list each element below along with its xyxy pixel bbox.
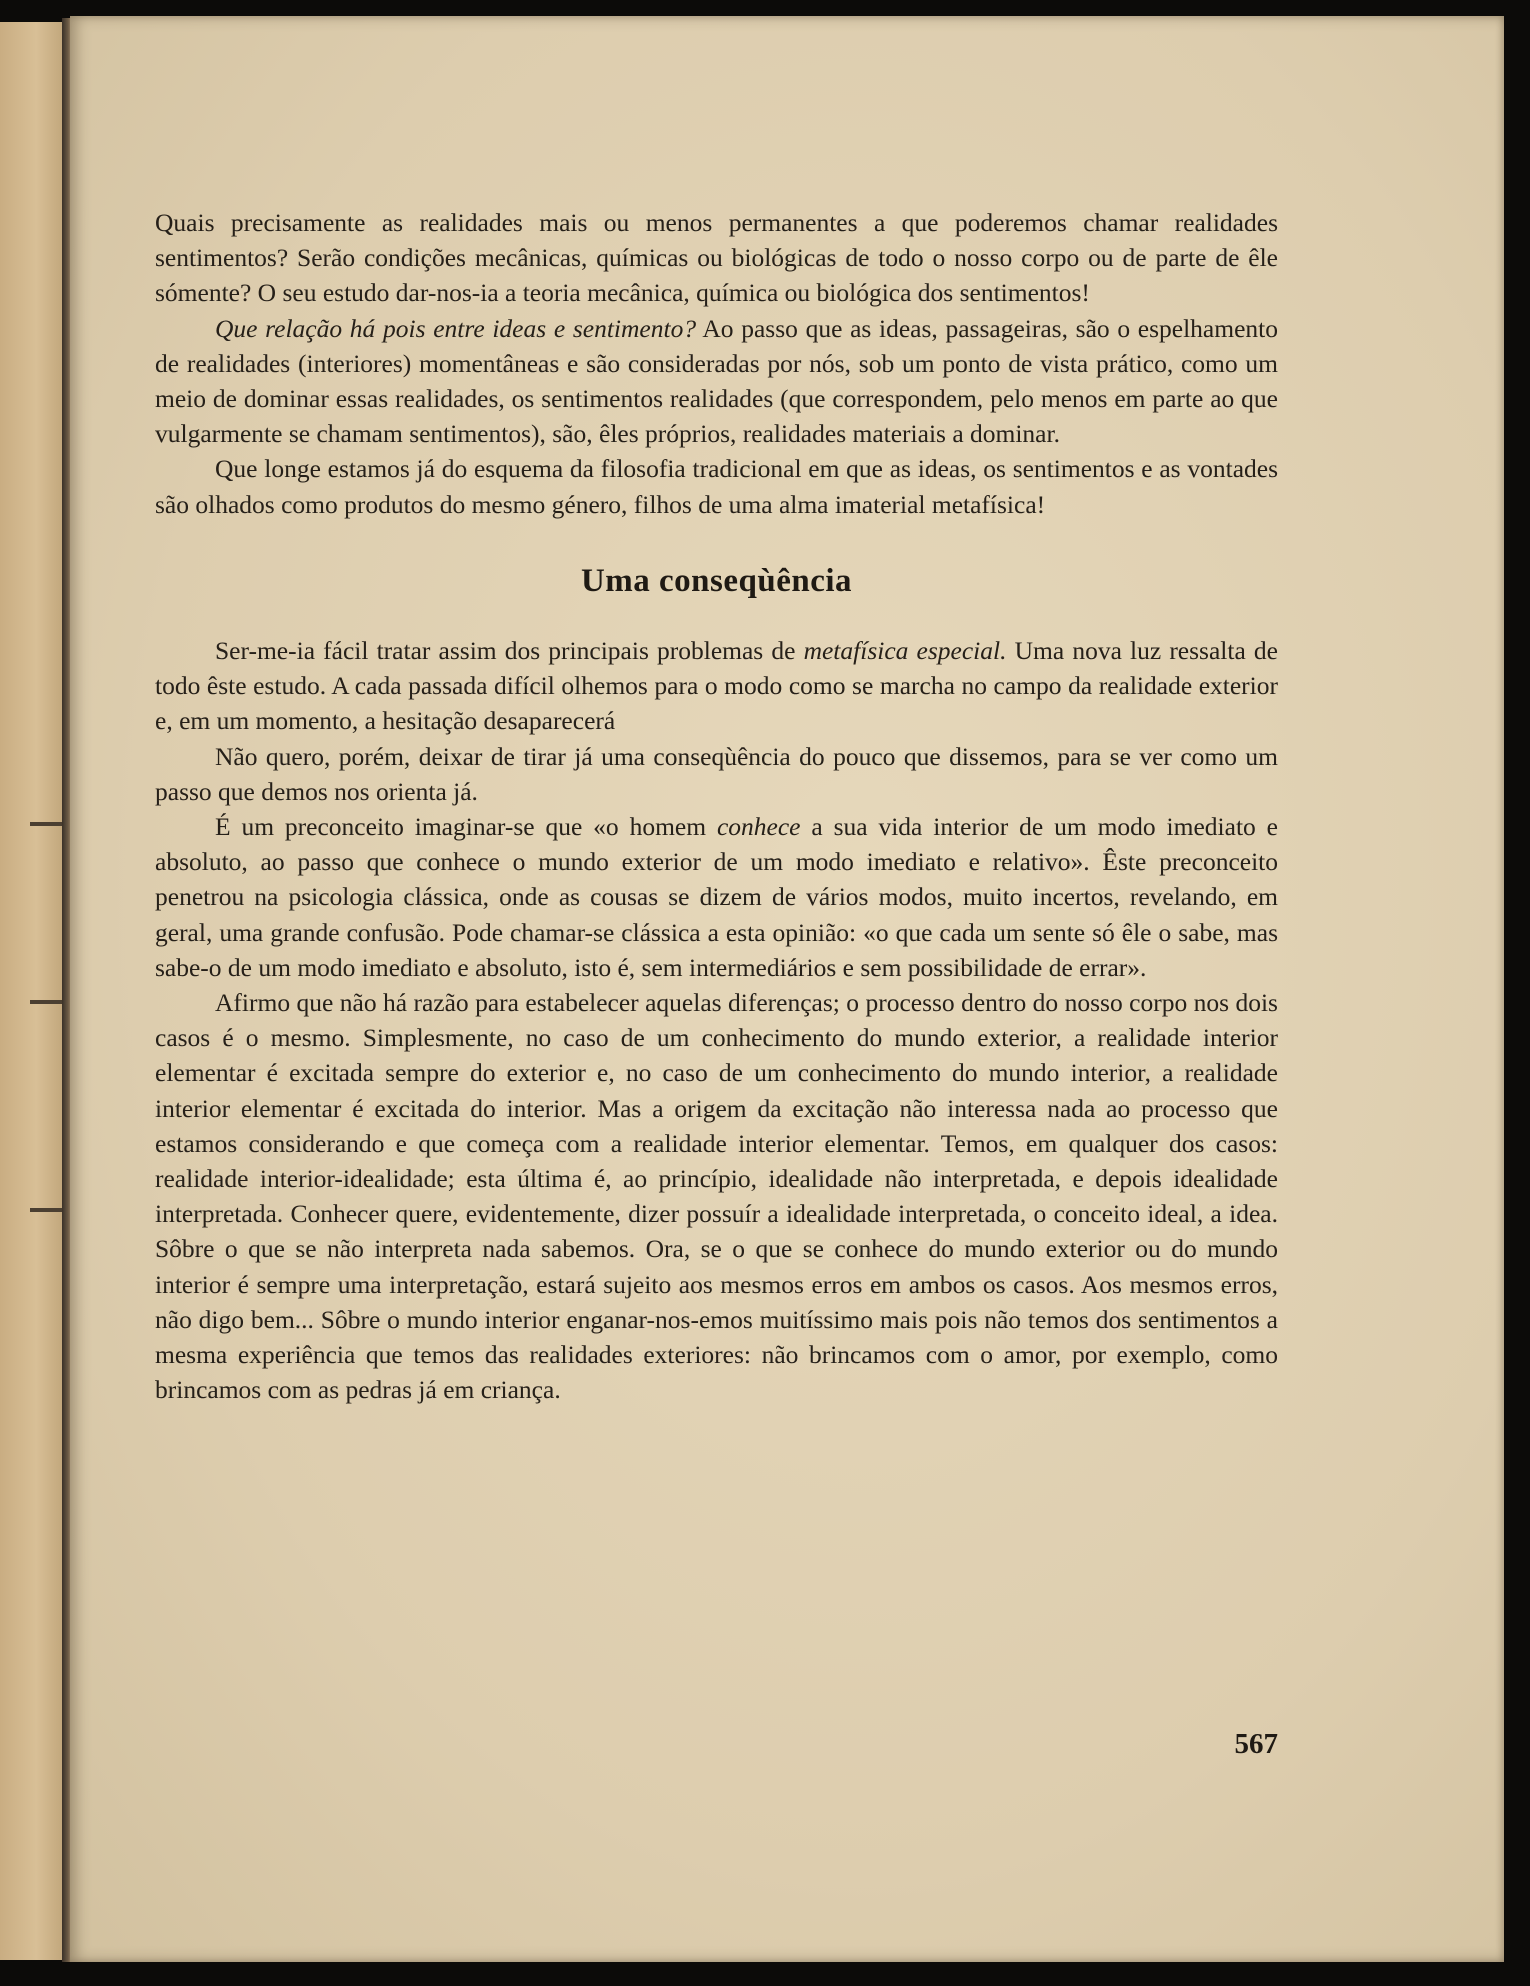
paragraph-2 bbox=[155, 311, 1278, 452]
paragraph-6-italic: conhece bbox=[716, 812, 801, 842]
paragraph-1: Quais precisamente as realidades mais ou menos permanentes a que poderemos chamar realidades sentimentos? Serão condições mecânicas, químicas ou biológicas de todo o nosso corpo ou de parte de êle sómente? O seu estudo dar-nos-ia a teoria mecânica, química ou biológica dos sentimentos! bbox=[155, 208, 1278, 308]
paragraph-4-italic: metafísica especial. bbox=[803, 636, 1007, 666]
paragraph-4-before: Ser-me-ia fácil tratar assim dos principais problemas de bbox=[215, 636, 804, 666]
paragraph-2-body: Ao passo que as ideas, passageiras, são o espelhamento de realidades (interiores) momentâneas e são consideradas por nós, sob um ponto de vista prático, como um meio de dominar essas realidades, os sentimentos realidades (que correspondem, pelo menos em parte ao que vulgarmente se chamam sentimentos), são, êles próprios, realidades materiais a dominar. bbox=[155, 313, 1278, 449]
paragraph-6-after: a sua vida interior de um modo imediato e absoluto, ao passo que conhece o mundo exterior de um modo imediato e relativo». Êste preconceito penetrou na psicologia clássica, onde as cousas se dizem de vários modos, muito incertos, revelando, em geral, uma grande confusão. Pode chamar-se clássica a esta opinião: «o que cada um sente só êle o sabe, mas sabe-o de um modo imediato e absoluto, isto é, sem intermediários e sem possibilidade de errar». bbox=[155, 812, 1278, 982]
page-number: 567 bbox=[1234, 1728, 1278, 1760]
paragraph-7: Afirmo que não há razão para estabelecer aquelas diferenças; o processo dentro do nosso corpo nos dois casos é o mesmo. Simplesmente, no caso de um conhecimento do mundo exterior, a realidade interior elementar é excitada sempre do exterior e, no caso de um conhecimento do mundo interior, a realidade interior elementar é excitada do interior. Mas a origem da excitação não interessa nada ao processo que estamos considerando e que começa com a realidade interior elementar. Temos, em qualquer dos casos: realidade interior-idealidade; esta última é, ao princípio, idealidade não interpretada, e depois idealidade interpretada. Conhecer quere, evidentemente, dizer possuír a idealidade interpretada, o conceito ideal, a idea. Sôbre o que se não interpreta nada sabemos. Ora, se o que se conhece do mundo exterior ou do mundo interior é sempre uma interpretação, estará sujeito aos mesmos erros em ambos os casos. Aos mesmos erros, não digo bem... Sôbre o mundo interior enganar-nos-emos muitíssimo mais pois não temos dos sentimentos a mesma experiência que temos das realidades exteriores: não brincamos com o amor, por exemplo, como brincamos com as pedras já em criança. bbox=[155, 988, 1278, 1405]
paragraph-6 bbox=[155, 809, 1278, 985]
paragraph-2-italic: Que relação há pois entre ideas e sentimento? bbox=[215, 313, 697, 343]
paragraph-5: Não quero, porém, deixar de tirar já uma conseqùência do pouco que dissemos, para se ver como um passo que demos nos orienta já. bbox=[155, 741, 1278, 806]
facing-page-edge bbox=[0, 22, 66, 1960]
paragraph-3: Que longe estamos já do esquema da filosofia tradicional em que as ideas, os sentimentos e as vontades são olhados como produtos do mesmo género, filhos de uma alma imaterial metafísica! bbox=[155, 454, 1278, 519]
paragraph-4 bbox=[155, 633, 1278, 739]
paragraph-6-before: É um preconceito imaginar-se que «o homem bbox=[215, 812, 717, 842]
section-heading: Uma conseqùência bbox=[580, 562, 853, 599]
paragraph-4-after: Uma nova luz ressalta de todo êste estudo. A cada passada difícil olhemos para o modo como se marcha no campo da realidade exterior e, em um momento, a hesitação desaparecerá bbox=[155, 636, 1278, 736]
page-text bbox=[155, 205, 1278, 1408]
